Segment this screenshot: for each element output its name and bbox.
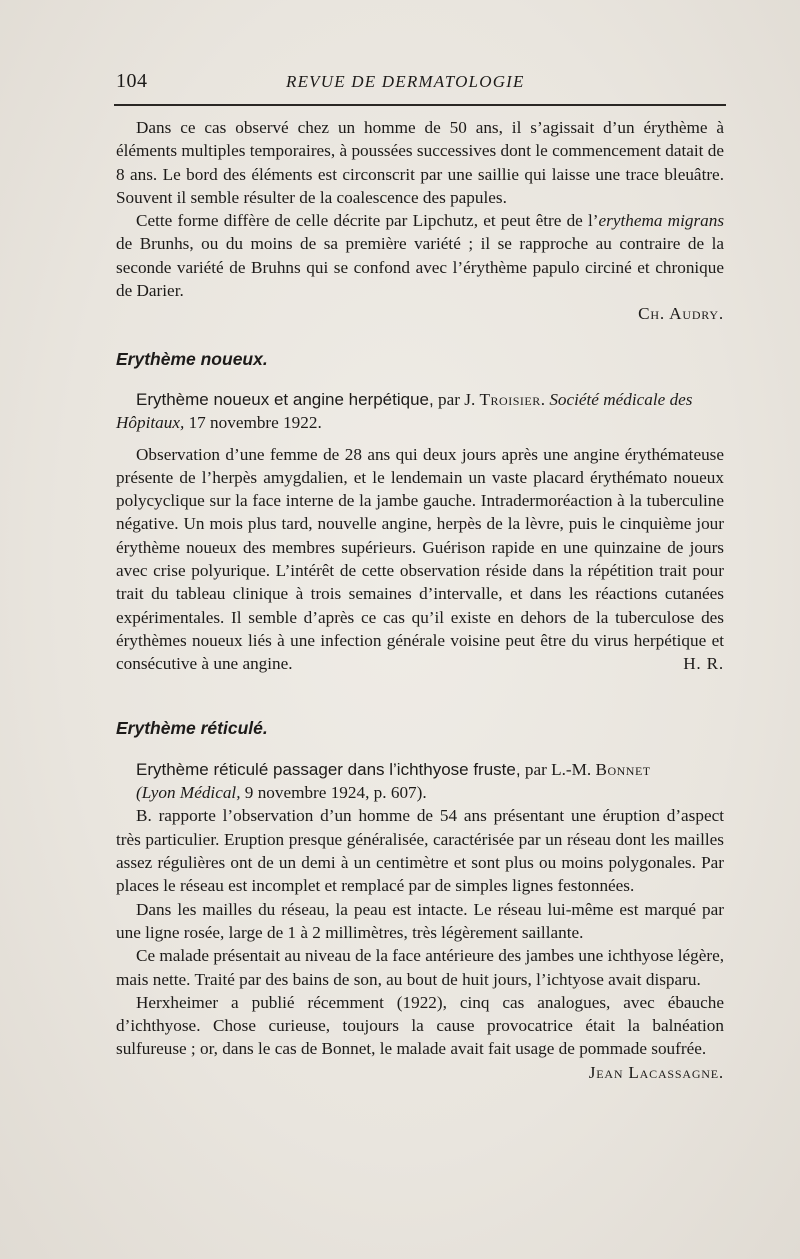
author-signature: Ch. Audry. [638, 304, 724, 324]
body-paragraph: Observation d’une femme de 28 ans qui deux jours après une angine érythémateuse présente de l’herpès amygdalien, et le lendemain un vaste placard érythémato noueux polycyclique sur la face interne de la jambe gauche. Intradermoréaction à la tuberculine négative. Un mois plus tard, nouvelle angine, herpès de la lèvre, puis le cinquième jour érythème noueux des membres supérieurs. Guérison rapide en une quinzaine de jours avec crise polyurique. L’intérêt de cette observation réside dans la répétition trait pour trait du tableau clinique à trois semaines d’intervalle, et dans les réactions cutanées expérimentales. Il semble d’après ce cas qu’il existe en dehors de la tuberculose des érythèmes noueux liés à une infection générale voisine peut être du virus herpétique et consécutive à une angine. H. R. [116, 443, 724, 676]
page-header [116, 70, 724, 96]
article-source: Société médicale des Hôpitaux, [116, 389, 693, 433]
article-date: 17 novembre 1922. [184, 413, 322, 433]
body-paragraph: B. rapporte l’observation d’un homme de 54 ans présentant une éruption d’aspect très particulier. Eruption presque généralisée, caractérisée par un réseau dont les mailles assez régulières ont de un demi à un centimètre et sont plus ou moins polygonales. Par places le réseau est incomplet et remplacé par de simples lignes festonnées. [116, 806, 724, 896]
spacer [116, 435, 724, 443]
body-paragraph: Herxheimer a publié récemment (1922), cinq cas analogues, avec ébauche d’ichthyose. Chose curieuse, toujours la cause provocatrice était la balnéation sulfureuse ; or, dans le cas de Bonnet, le malade avait fait usage de pommade soufrée. Jean Lacassagne. [116, 991, 724, 1061]
running-title: REVUE DE DERMATOLOGIE [286, 72, 525, 91]
article-heading: Erythème noueux et angine herpétique, par J. Troisier. Société médicale des Hôpitaux, 17 novembre 1922. [116, 389, 693, 433]
body-paragraph: Ce malade présentait au niveau de la face antérieure des jambes une ichthyose légère, mais nette. Traité par des bains de son, au bout de huit jours, l’ichtyose avait disparu. [116, 946, 724, 989]
page-number: 104 [116, 70, 148, 92]
article-heading: Erythème réticulé passager dans l’ichthyose fruste, par L.-M. Bonnet (Lyon Médical, 9 novembre 1924, p. 607). [116, 758, 724, 805]
page-body [116, 116, 724, 1084]
article-author: Bonnet [595, 759, 651, 779]
article-title: Erythème noueux et angine herpétique, [136, 389, 434, 409]
body-paragraph: Dans ce cas observé chez un homme de 50 ans, il s’agissait d’un érythème à éléments multiples temporaires, à poussées successives dont le commencement datait de 8 ans. Le bord des éléments est circonscrit par une saillie qui laisse une trace bleuâtre. Souvent il semble résulter de la coalescence des papules. [116, 118, 724, 207]
italic-term: erythema migrans [598, 211, 725, 231]
article-author: Troisier [479, 389, 541, 409]
header-rule [114, 104, 726, 106]
body-paragraph: Cette forme diffère de celle décrite par Lipchutz, et peut être de l’erythema migrans de Brunhs, ou du moins de sa première variété ; il se rapproche au contraire de la seconde variété de Bruhns qui se confond avec l’érythème papulo circiné et chronique de Darier. [116, 211, 725, 301]
section-heading: Erythème noueux. [116, 348, 268, 369]
spacer [116, 371, 724, 388]
spacer [116, 740, 724, 758]
article-date: 9 novembre 1924, p. 607). [240, 783, 427, 803]
spacer [116, 326, 724, 348]
author-signature: Jean Lacassagne. [588, 1062, 724, 1082]
body-paragraph: Dans les mailles du réseau, la peau est intacte. Le réseau lui-même est marqué par une ligne rosée, large de 1 à 2 millimètres, très légèrement saillante. [116, 899, 724, 942]
section-heading: Erythème réticulé. [116, 717, 268, 738]
article-title: Erythème réticulé passager dans l’ichthyose fruste, [136, 759, 521, 779]
spacer [116, 676, 724, 717]
article-source: (Lyon Médical, [136, 783, 241, 803]
author-signature: H. R. [683, 654, 724, 674]
